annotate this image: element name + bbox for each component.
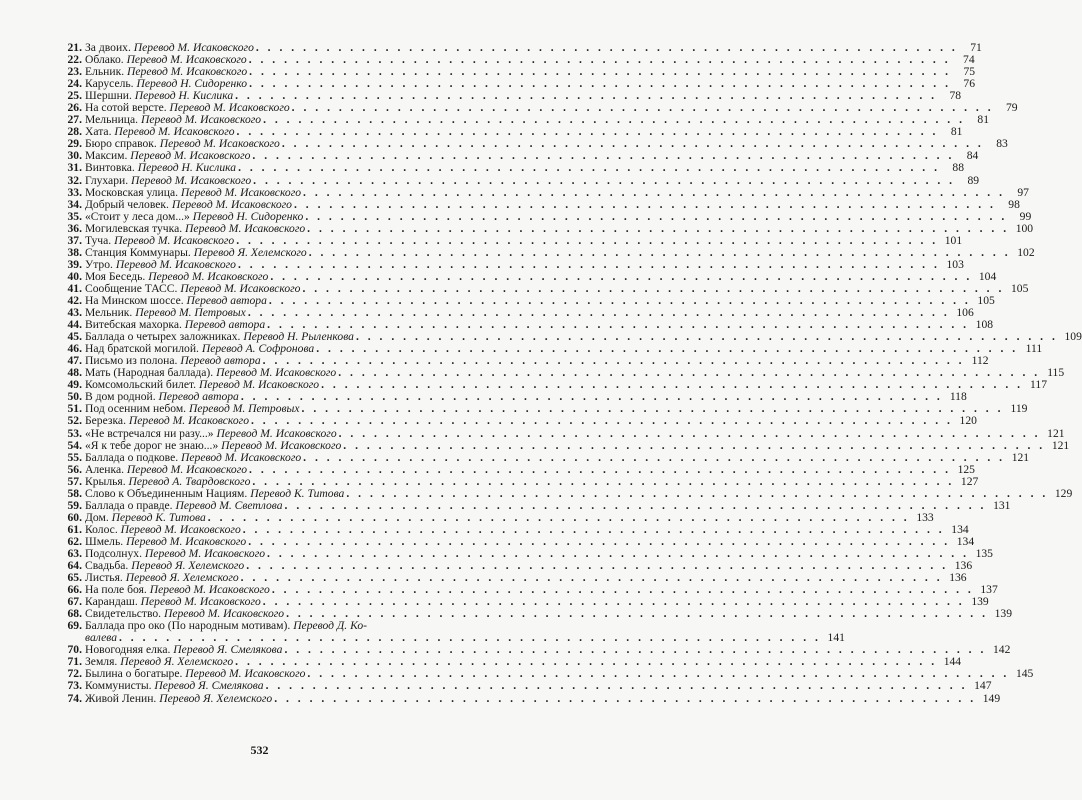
entry-number: 67.	[67, 595, 82, 609]
entry-page-number: 112	[971, 354, 989, 368]
entry-number: 56.	[67, 462, 82, 476]
entry-translator: Перевод М. Исаковского	[120, 522, 241, 536]
entry-page-number: 142	[992, 643, 1011, 657]
entry-page-number: 117	[1030, 378, 1048, 392]
entry-translator: Перевод М. Исаковского	[198, 378, 320, 392]
entry-number: 74.	[67, 691, 82, 705]
entry-title: Станция Коммунары.	[85, 245, 191, 259]
entry-translator: Перевод М. Исаковского	[114, 233, 235, 247]
entry-number: 68.	[67, 607, 82, 621]
entry-page-number: 149	[982, 691, 1001, 705]
entry-translator: Перевод М. Исаковского	[140, 113, 262, 127]
dot-leader	[303, 187, 1005, 199]
entry-page-number: 121	[1047, 426, 1065, 440]
entry-title: Свидетельство.	[85, 607, 162, 621]
entry-page-number: 137	[980, 583, 998, 597]
dot-leader	[339, 428, 1041, 440]
entry-page-number: 75	[963, 65, 976, 79]
entry-translator: валева	[85, 631, 117, 645]
entry-title: Туча.	[85, 233, 112, 247]
entry-translator: Перевод Н. Кислика	[134, 89, 234, 103]
dot-leader	[286, 608, 988, 620]
entry-translator: Перевод Д. Ко-	[293, 619, 368, 633]
entry-text	[85, 693, 272, 705]
entry-title: Баллада о четырех заложниках.	[85, 330, 241, 344]
entry-number: 55.	[67, 450, 82, 464]
entry-number: 66.	[67, 583, 82, 597]
entry-number: 26.	[67, 101, 82, 115]
entry-page-number: 119	[1010, 402, 1028, 416]
entry-number: 71.	[67, 655, 82, 669]
entry-number: 29.	[67, 137, 82, 151]
entry-title: Могилевская тучка.	[85, 221, 183, 235]
entry-page-number: 111	[1025, 342, 1043, 356]
entry-translator: Перевод М. Петровых	[135, 306, 246, 320]
entry-number: 62.	[67, 534, 82, 548]
entry-number: 38.	[67, 245, 82, 259]
entry-page-number: 104	[978, 269, 997, 283]
dot-leader	[305, 211, 1007, 223]
entry-title: Мать (Народная баллада).	[85, 366, 214, 380]
dot-leader	[294, 199, 996, 211]
entry-translator: Перевод М. Исаковского	[126, 462, 248, 476]
entry-translator: Перевод М. Исаковского	[126, 53, 247, 67]
dot-leader	[251, 415, 953, 427]
entry-page-number: 136	[949, 571, 967, 585]
entry-translator: Перевод М. Исаковского	[148, 269, 269, 283]
entry-translator: Перевод Я. Хелемского	[131, 559, 245, 573]
entry-number: 31.	[67, 161, 82, 175]
entry-title: На поле боя.	[85, 583, 147, 597]
entry-page-number: 84	[966, 149, 979, 163]
entry-translator: Перевод М. Исаковского	[130, 149, 251, 163]
entry-title: Земля.	[85, 655, 118, 669]
entry-page-number: 71	[970, 41, 982, 54]
entry-page-number: 147	[974, 679, 992, 693]
entry-page-number: 115	[1047, 366, 1065, 380]
entry-translator: Перевод М. Исаковского	[115, 257, 236, 271]
entry-title: Подсолнух.	[85, 546, 143, 560]
entry-page-number: 139	[971, 595, 989, 609]
entry-page-number: 101	[944, 233, 963, 247]
entry-number: 50.	[67, 390, 82, 404]
entry-translator: Перевод М. Петровых	[188, 402, 300, 416]
entry-page-number: 100	[1015, 221, 1034, 235]
entry-translator: Перевод М. Исаковского	[126, 534, 247, 548]
entry-title: В дом родной.	[85, 390, 156, 404]
entry-title: Слово к Объединенным Нациям.	[85, 486, 248, 500]
entry-number: 60.	[67, 510, 82, 524]
entry-page-number: 98	[1008, 197, 1020, 211]
entry-title: Над братской могилой.	[85, 342, 199, 356]
entry-number: 39.	[67, 257, 82, 271]
entry-number: 69.	[67, 619, 82, 633]
entry-number: 73.	[67, 679, 82, 693]
entry-page-number: 97	[1017, 185, 1029, 199]
entry-title: Живой Ленин.	[85, 691, 157, 705]
entry-number: 24.	[67, 77, 82, 91]
entry-page-number: 78	[949, 89, 962, 103]
entry-translator: Перевод Я. Хелемского	[120, 655, 234, 669]
entry-page-number: 144	[943, 655, 962, 669]
entry-page-number: 135	[975, 546, 993, 560]
dot-leader	[274, 693, 976, 705]
entry-title: Добрый человек.	[85, 197, 169, 211]
entry-title: Под осенним небом.	[85, 402, 187, 416]
entry-translator: Перевод Я. Хелемского	[193, 245, 307, 259]
entry-translator: Перевод автора	[186, 293, 267, 307]
entry-number: 64.	[67, 559, 82, 573]
entry-page-number: 120	[959, 414, 977, 428]
entry-translator: Перевод К. Титова	[250, 486, 345, 500]
entry-page-number: 99	[1019, 209, 1032, 223]
entry-translator: Перевод Я. Хелемского	[125, 571, 239, 585]
entry-title: Винтовка.	[85, 161, 135, 175]
entry-title: «Не встречался ни разу...»	[85, 426, 214, 440]
entry-number: 23.	[67, 65, 82, 79]
entry-translator: Перевод М. Исаковского	[181, 450, 302, 464]
entry-page-number: 141	[827, 631, 845, 645]
dot-leader	[252, 476, 954, 488]
entry-number: 59.	[67, 498, 82, 512]
entry-page-number: 89	[967, 173, 980, 187]
entry-number: 72.	[67, 667, 82, 681]
entry-page-number: 81	[977, 113, 989, 127]
entry-title: Письмо из полона.	[85, 354, 178, 368]
entry-number: 25.	[67, 89, 82, 103]
entry-title: На Минском шоссе.	[85, 293, 184, 307]
entry-translator: Перевод Я. Хелемского	[159, 691, 273, 705]
entry-translator: Перевод Я. Смелякова	[154, 679, 264, 693]
entry-page-number: 105	[977, 293, 995, 307]
entry-number: 35.	[67, 209, 82, 223]
entry-translator: Перевод М. Исаковского	[140, 595, 261, 609]
entry-number: 52.	[67, 414, 82, 428]
entry-title: Глухари.	[85, 173, 129, 187]
entry-translator: Перевод Н. Рыленкова	[243, 330, 354, 344]
entry-number: 49.	[67, 378, 82, 392]
entry-translator: Перевод М. Исаковского	[185, 667, 306, 681]
entry-number: 53.	[67, 426, 82, 440]
entry-title: Березка.	[85, 414, 126, 428]
entry-translator: Перевод М. Исаковского	[216, 426, 337, 440]
entry-translator: Перевод М. Исаковского	[131, 173, 252, 187]
entry-number: 36.	[67, 221, 82, 235]
dot-leader	[249, 464, 951, 476]
entry-translator: Перевод автора	[158, 390, 239, 404]
entry-number: 40.	[67, 269, 82, 283]
entry-number: 22.	[67, 53, 82, 67]
entry-number: 33.	[67, 185, 82, 199]
entry-page-number: 83	[996, 137, 1008, 151]
entry-page-number: 108	[975, 318, 994, 332]
entry-translator: Перевод М. Исаковского	[127, 65, 248, 79]
entry-page-number: 103	[946, 257, 964, 271]
entry-title: Ельник.	[85, 65, 125, 79]
entry-title: Карусель.	[85, 77, 134, 91]
entry-number: 58.	[67, 486, 82, 500]
entry-number: 34.	[67, 197, 82, 211]
entry-page-number: 74	[963, 53, 975, 67]
entry-title: Карандаш.	[85, 595, 138, 609]
entry-translator: Перевод Н. Кислика	[137, 161, 237, 175]
entry-title: Хата.	[85, 125, 112, 139]
entry-number: 46.	[67, 342, 82, 356]
entry-title: Коммунисты.	[85, 679, 152, 693]
entry-title: Аленка.	[85, 462, 125, 476]
entry-title: Комсомольский билет.	[85, 378, 197, 392]
entry-page-number: 139	[994, 607, 1012, 621]
entry-translator: Перевод Н. Сидоренко	[192, 209, 304, 223]
entry-translator: Перевод М. Исаковского	[149, 583, 270, 597]
entry-number: 63.	[67, 546, 82, 560]
entry-page-number: 121	[1011, 450, 1030, 464]
entry-number: 61.	[67, 522, 82, 536]
entry-page-number: 81	[950, 125, 963, 139]
entry-page-number: 76	[963, 77, 975, 91]
entry-title: Мельница.	[85, 113, 139, 127]
dot-leader	[253, 175, 955, 187]
entry-number: 44.	[67, 318, 82, 332]
entry-page-number: 127	[960, 474, 979, 488]
entry-title: Крылья.	[85, 474, 126, 488]
entry-title: За двоих.	[85, 41, 131, 54]
entry-translator: Перевод М. Исаковского	[133, 41, 254, 54]
entry-translator: Перевод М. Исаковского	[216, 366, 337, 380]
dot-leader	[346, 488, 1048, 500]
entry-number: 47.	[67, 354, 82, 368]
entry-number: 70.	[67, 643, 82, 657]
entry-translator: Перевод К. Титова	[111, 510, 206, 524]
entry-title: Моя Беседь.	[85, 269, 146, 283]
entry-title: На сотой версте.	[85, 101, 167, 115]
entry-title: Баллада о подкове.	[85, 450, 179, 464]
entry-translator: Перевод М. Исаковского	[159, 137, 280, 151]
dot-leader	[236, 235, 938, 247]
entry-translator: Перевод М. Исаковского	[185, 221, 306, 235]
entry-translator: Перевод А. Твардовского	[128, 474, 251, 488]
entry-title: Шершни.	[85, 89, 132, 103]
entry-number: 43.	[67, 306, 82, 320]
entry-translator: Перевод М. Исаковского	[171, 197, 292, 211]
entry-title: Новогодняя елка.	[85, 643, 171, 657]
entry-translator: Перевод М. Светлова	[175, 498, 283, 512]
entry-title: Былина о богатыре.	[85, 667, 183, 681]
entry-number: 30.	[67, 149, 82, 163]
entry-title: Мельник.	[85, 306, 133, 320]
entry-page-number: 131	[993, 498, 1011, 512]
entry-title: «Стоит у леса дом...»	[85, 209, 190, 223]
entry-page-number: 134	[951, 522, 969, 536]
entry-title: Утро.	[85, 257, 113, 271]
entry-title: Свадьба.	[85, 559, 129, 573]
entry-title: Шмель.	[85, 534, 124, 548]
entry-translator: Перевод М. Исаковского	[114, 125, 235, 139]
entry-translator: Перевод М. Исаковского	[128, 414, 249, 428]
entry-translator: Перевод М. Исаковского	[180, 281, 301, 295]
dot-leader	[307, 223, 1009, 235]
entry-page-number: 125	[957, 462, 975, 476]
dot-leader	[238, 162, 940, 174]
entry-page-number: 105	[1010, 281, 1029, 295]
entry-number: 37.	[67, 233, 82, 247]
entry-translator: Перевод М. Исаковского	[163, 607, 285, 621]
entry-page-number: 136	[954, 559, 973, 573]
entry-number: 21.	[67, 41, 82, 54]
entry-number: 42.	[67, 293, 82, 307]
entry-page-number: 79	[1006, 101, 1018, 115]
dot-leader	[343, 440, 1045, 452]
entry-number: 32.	[67, 173, 82, 187]
entry-title: Баллада про око (По народным мотивам).	[85, 619, 291, 633]
entry-number: 41.	[67, 281, 82, 295]
entry-page-number: 88	[952, 161, 964, 175]
entry-page-number: 133	[916, 510, 934, 524]
entry-translator: Перевод Н. Сидоренко	[136, 77, 248, 91]
entry-page-number: 129	[1054, 486, 1073, 500]
entry-number: 27.	[67, 113, 82, 127]
dot-leader	[303, 452, 1005, 464]
entry-number: 45.	[67, 330, 82, 344]
page-number: 532	[250, 743, 269, 757]
entry-page-number: 106	[956, 306, 974, 320]
entry-title: Бюро справок.	[85, 137, 157, 151]
entry-translator: Перевод автора	[184, 318, 266, 332]
toc-entry	[60, 691, 1001, 705]
entry-title: Максим.	[85, 149, 128, 163]
entry-title: Московская улица.	[85, 185, 179, 199]
entry-translator: Перевод М. Исаковского	[180, 185, 302, 199]
entry-translator: Перевод А. Софронова	[201, 342, 315, 356]
entry-title: «Я к тебе дорог не знаю...»	[85, 438, 219, 452]
entry-title: Облако.	[85, 53, 124, 67]
entry-title: Листья.	[85, 571, 123, 585]
entry-page-number: 121	[1051, 438, 1070, 452]
entry-translator: Перевод М. Исаковского	[169, 101, 290, 115]
entry-title: Дом.	[85, 510, 109, 524]
entry-page-number: 109	[1064, 330, 1082, 344]
entry-number: 51.	[67, 402, 82, 416]
entry-title: Сообщение ТАСС.	[85, 281, 178, 295]
entry-translator: Перевод М. Исаковского	[221, 438, 342, 452]
dot-leader	[266, 680, 968, 692]
entry-number: 28.	[67, 125, 82, 139]
entry-number: 54.	[67, 438, 82, 452]
table-of-contents	[60, 41, 1082, 705]
entry-page-number: 102	[1017, 245, 1035, 259]
entry-title: Витебская махорка.	[85, 318, 182, 332]
entry-title: Баллада о правде.	[85, 498, 173, 512]
entry-title: Колос.	[85, 522, 118, 536]
entry-number: 57.	[67, 474, 82, 488]
entry-page-number: 145	[1015, 667, 1034, 681]
entry-page-number: 134	[956, 534, 975, 548]
entry-number: 48.	[67, 366, 82, 380]
entry-translator: Перевод автора	[180, 354, 261, 368]
entry-page-number: 118	[949, 390, 967, 404]
entry-translator: Перевод Я. Смелякова	[173, 643, 283, 657]
entry-number: 65.	[67, 571, 82, 585]
entry-translator: Перевод М. Исаковского	[144, 546, 266, 560]
